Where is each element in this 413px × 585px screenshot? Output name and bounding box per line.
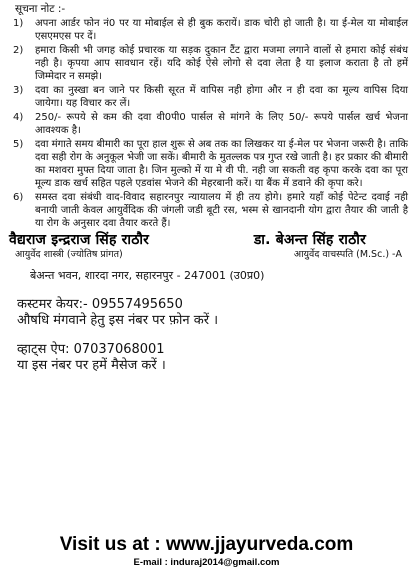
signature-right-name: डा. बेअन्त सिंह राठौर xyxy=(253,232,367,248)
customer-care-instruction: औषधि मंगवाने हेतु इस नंबर पर फ़ोन करें । xyxy=(17,313,219,328)
item-text: समस्त दवा संबंधी वाद-विवाद सहारनपुर न्यायालय में ही तय होगे। हमारे यहाँ कोई पेटेन्ट दवाई नही बनायी जाती केवल आयुर्वेदिक की जंगली जडी बूटी रस, भस्म से खानदानी योग द्वारा तैयार की जाती है या रोग के अनुसार दवा तैयार करते हैं। xyxy=(35,192,408,229)
signature-right-title: आयुर्वेद वाचस्पति (M.Sc.) -A xyxy=(293,249,402,260)
item-number: 2) xyxy=(13,45,24,56)
signature-left xyxy=(9,232,149,261)
customer-care-number: कस्टमर केयर:- 09557495650 xyxy=(17,297,183,312)
notice-heading: सूचना नोट :- xyxy=(15,3,66,15)
signature-block xyxy=(5,232,408,261)
website-link[interactable]: Visit us at : www.jjayurveda.com xyxy=(59,534,354,555)
item-number: 4) xyxy=(13,112,24,123)
item-text: दवा मंगाते समय बीमारी का पूरा हाल शुरू से अब तक का लिखकर या ई-मेल पर भेजना जरूरी है। ताकि दवा सही रोग के अनुकूल भेजी जा सकें। बीमारी के मुतल्लक पत्र गुप्त रखे जाती है। हर प्रकार की बीमारी का मशवरा मुफ्त दिया जाता है। जिन मुल्को में या मे वी पी. नही जा सकती वह कृपा करके दवा का पूरा मूल्य डाक खर्च सहित पहले एडवांस भेजने की मेहरबानी करें। या बैंक में डवाने की कृपा करे। xyxy=(35,139,408,189)
signature-left-name: वैद्यराज इन्द्रराज सिंह राठौर xyxy=(9,232,150,248)
item-number: 5) xyxy=(13,139,24,150)
notice-item xyxy=(5,17,408,43)
notice-item xyxy=(5,84,408,110)
whatsapp-number: व्हाट्स ऐप: 07037068001 xyxy=(17,342,165,357)
signature-left-title: आयुर्वेद शास्त्री (ज्योतिष प्रांगत) xyxy=(15,249,123,260)
whatsapp-instruction: या इस नंबर पर हमें मैसेज करें । xyxy=(17,358,166,373)
address: बेअन्त भवन, शारदा नगर, सहारनपुर - 247001 (उ0प्र0) xyxy=(30,269,265,282)
item-number: 1) xyxy=(13,18,24,29)
item-text: दवा का नुस्खा बन जाने पर किसी सूरत में वापिस नही होगा और न ही दवा का मूल्य वापिस दिया जायेगा। यह विचार कर लें। xyxy=(35,85,408,109)
notice-item xyxy=(5,191,408,230)
item-text: 250/- रूपये से कम की दवा वी0पी0 पार्सल से मांगने के लिए 50/- रूपये पार्सल खर्च भेजना आवश्यक है। xyxy=(35,112,408,136)
item-text: अपना आर्डर फोन नं0 पर या मोबाईल से ही बुक करायें। डाक चोरी हो जाती है। या ई-मेल या मोबाईल एसएमएस पर दें। xyxy=(35,18,408,42)
notice-item xyxy=(5,44,408,83)
item-number: 6) xyxy=(13,192,24,203)
item-number: 3) xyxy=(13,85,24,96)
customer-care-block xyxy=(17,297,408,329)
notice-item xyxy=(5,138,408,190)
whatsapp-block xyxy=(17,342,408,374)
notice-item xyxy=(5,111,408,137)
item-text: हमारा किसी भी जगह कोई प्रचारक या सड़क दुकान टैंट द्वारा मजमा लगाने वालों से हमारा कोई संबंध नही है। कृपया आप सावधान रहें। यदि कोई ऐसे लोगो से दवा लेता है या इलाज कराता है तो हमें जिम्मेदार न समझे। xyxy=(35,45,408,82)
signature-right xyxy=(254,232,402,261)
email-link[interactable]: E-mail : induraj2014@gmail.com xyxy=(133,557,280,568)
